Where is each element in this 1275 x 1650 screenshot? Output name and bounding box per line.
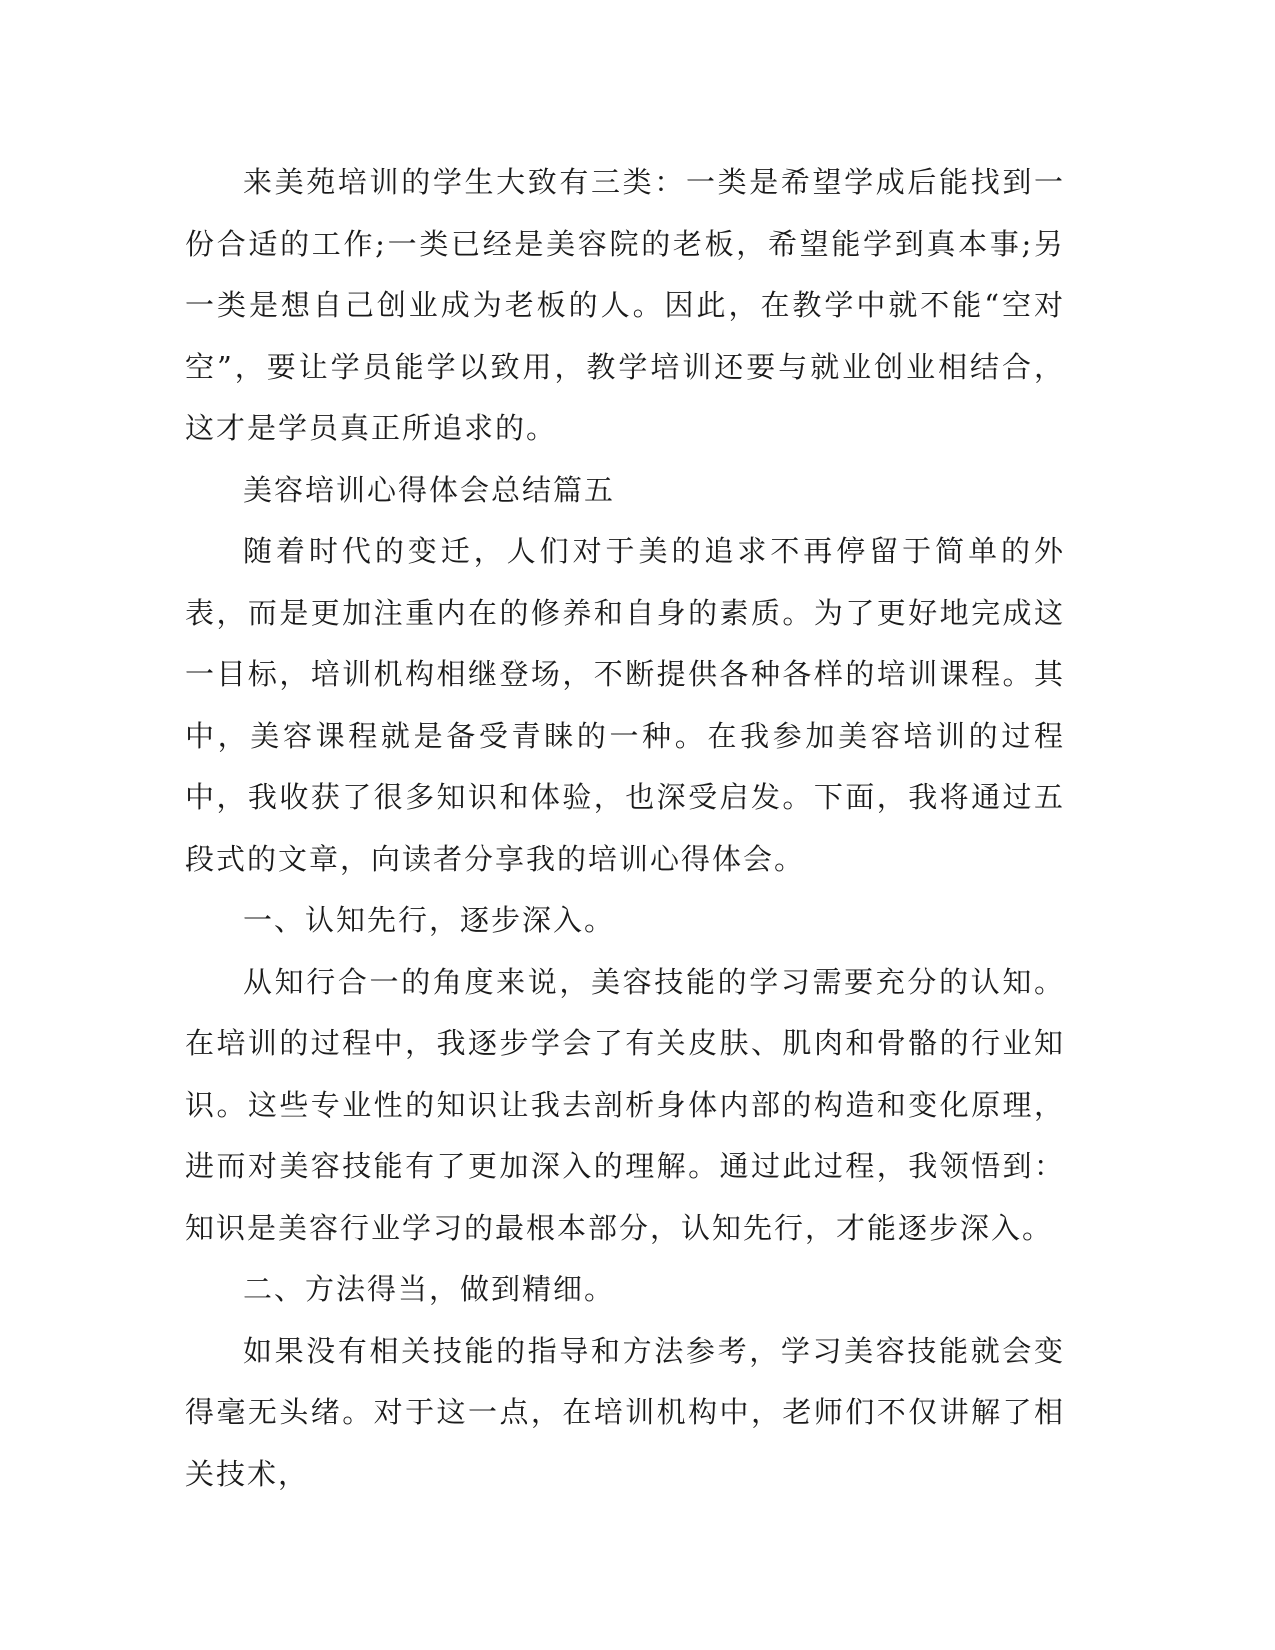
- section-title-part-five: 美容培训心得体会总结篇五: [243, 472, 616, 507]
- subheading-cognition-first: 一、认知先行，逐步深入。: [243, 903, 616, 937]
- paragraph-cognition: 从知行合一的角度来说，美容技能的学习需要充分的认知。在培训的过程中，我逐步学会了有关皮肤、肌肉和骨骼的行业知识。这些专业性的知识让我去剖析身体内部的构造和变化原理，进而对美容技能有了更加深入的理解。通过此过程，我领悟到：知识是美容行业学习的最根本部分，认知先行，才能逐步深入。: [185, 964, 1065, 1245]
- paragraph-method: 如果没有相关技能的指导和方法参考，学习美容技能就会变得毫无头绪。对于这一点，在培训机构中，老师们不仅讲解了相关技术，: [185, 1333, 1065, 1491]
- subheading-proper-method: 二、方法得当，做到精细。: [243, 1272, 616, 1306]
- document-page: [185, 152, 1065, 1505]
- paragraph-student-types: 来美苑培训的学生大致有三类：一类是希望学成后能找到一份合适的工作;一类已经是美容院的老板，希望能学到真本事;另一类是想自己创业成为老板的人。因此，在教学中就不能“空对空”，要让学员能学以致用，教学培训还要与就业创业相结合，这才是学员真正所追求的。: [185, 165, 1065, 445]
- paragraph-introduction: 随着时代的变迁，人们对于美的追求不再停留于简单的外表，而是更加注重内在的修养和自身的素质。为了更好地完成这一目标，培训机构相继登场，不断提供各种各样的培训课程。其中，美容课程就是备受青睐的一种。在我参加美容培训的过程中，我收获了很多知识和体验，也深受启发。下面，我将通过五段式的文章，向读者分享我的培训心得体会。: [185, 534, 1065, 876]
